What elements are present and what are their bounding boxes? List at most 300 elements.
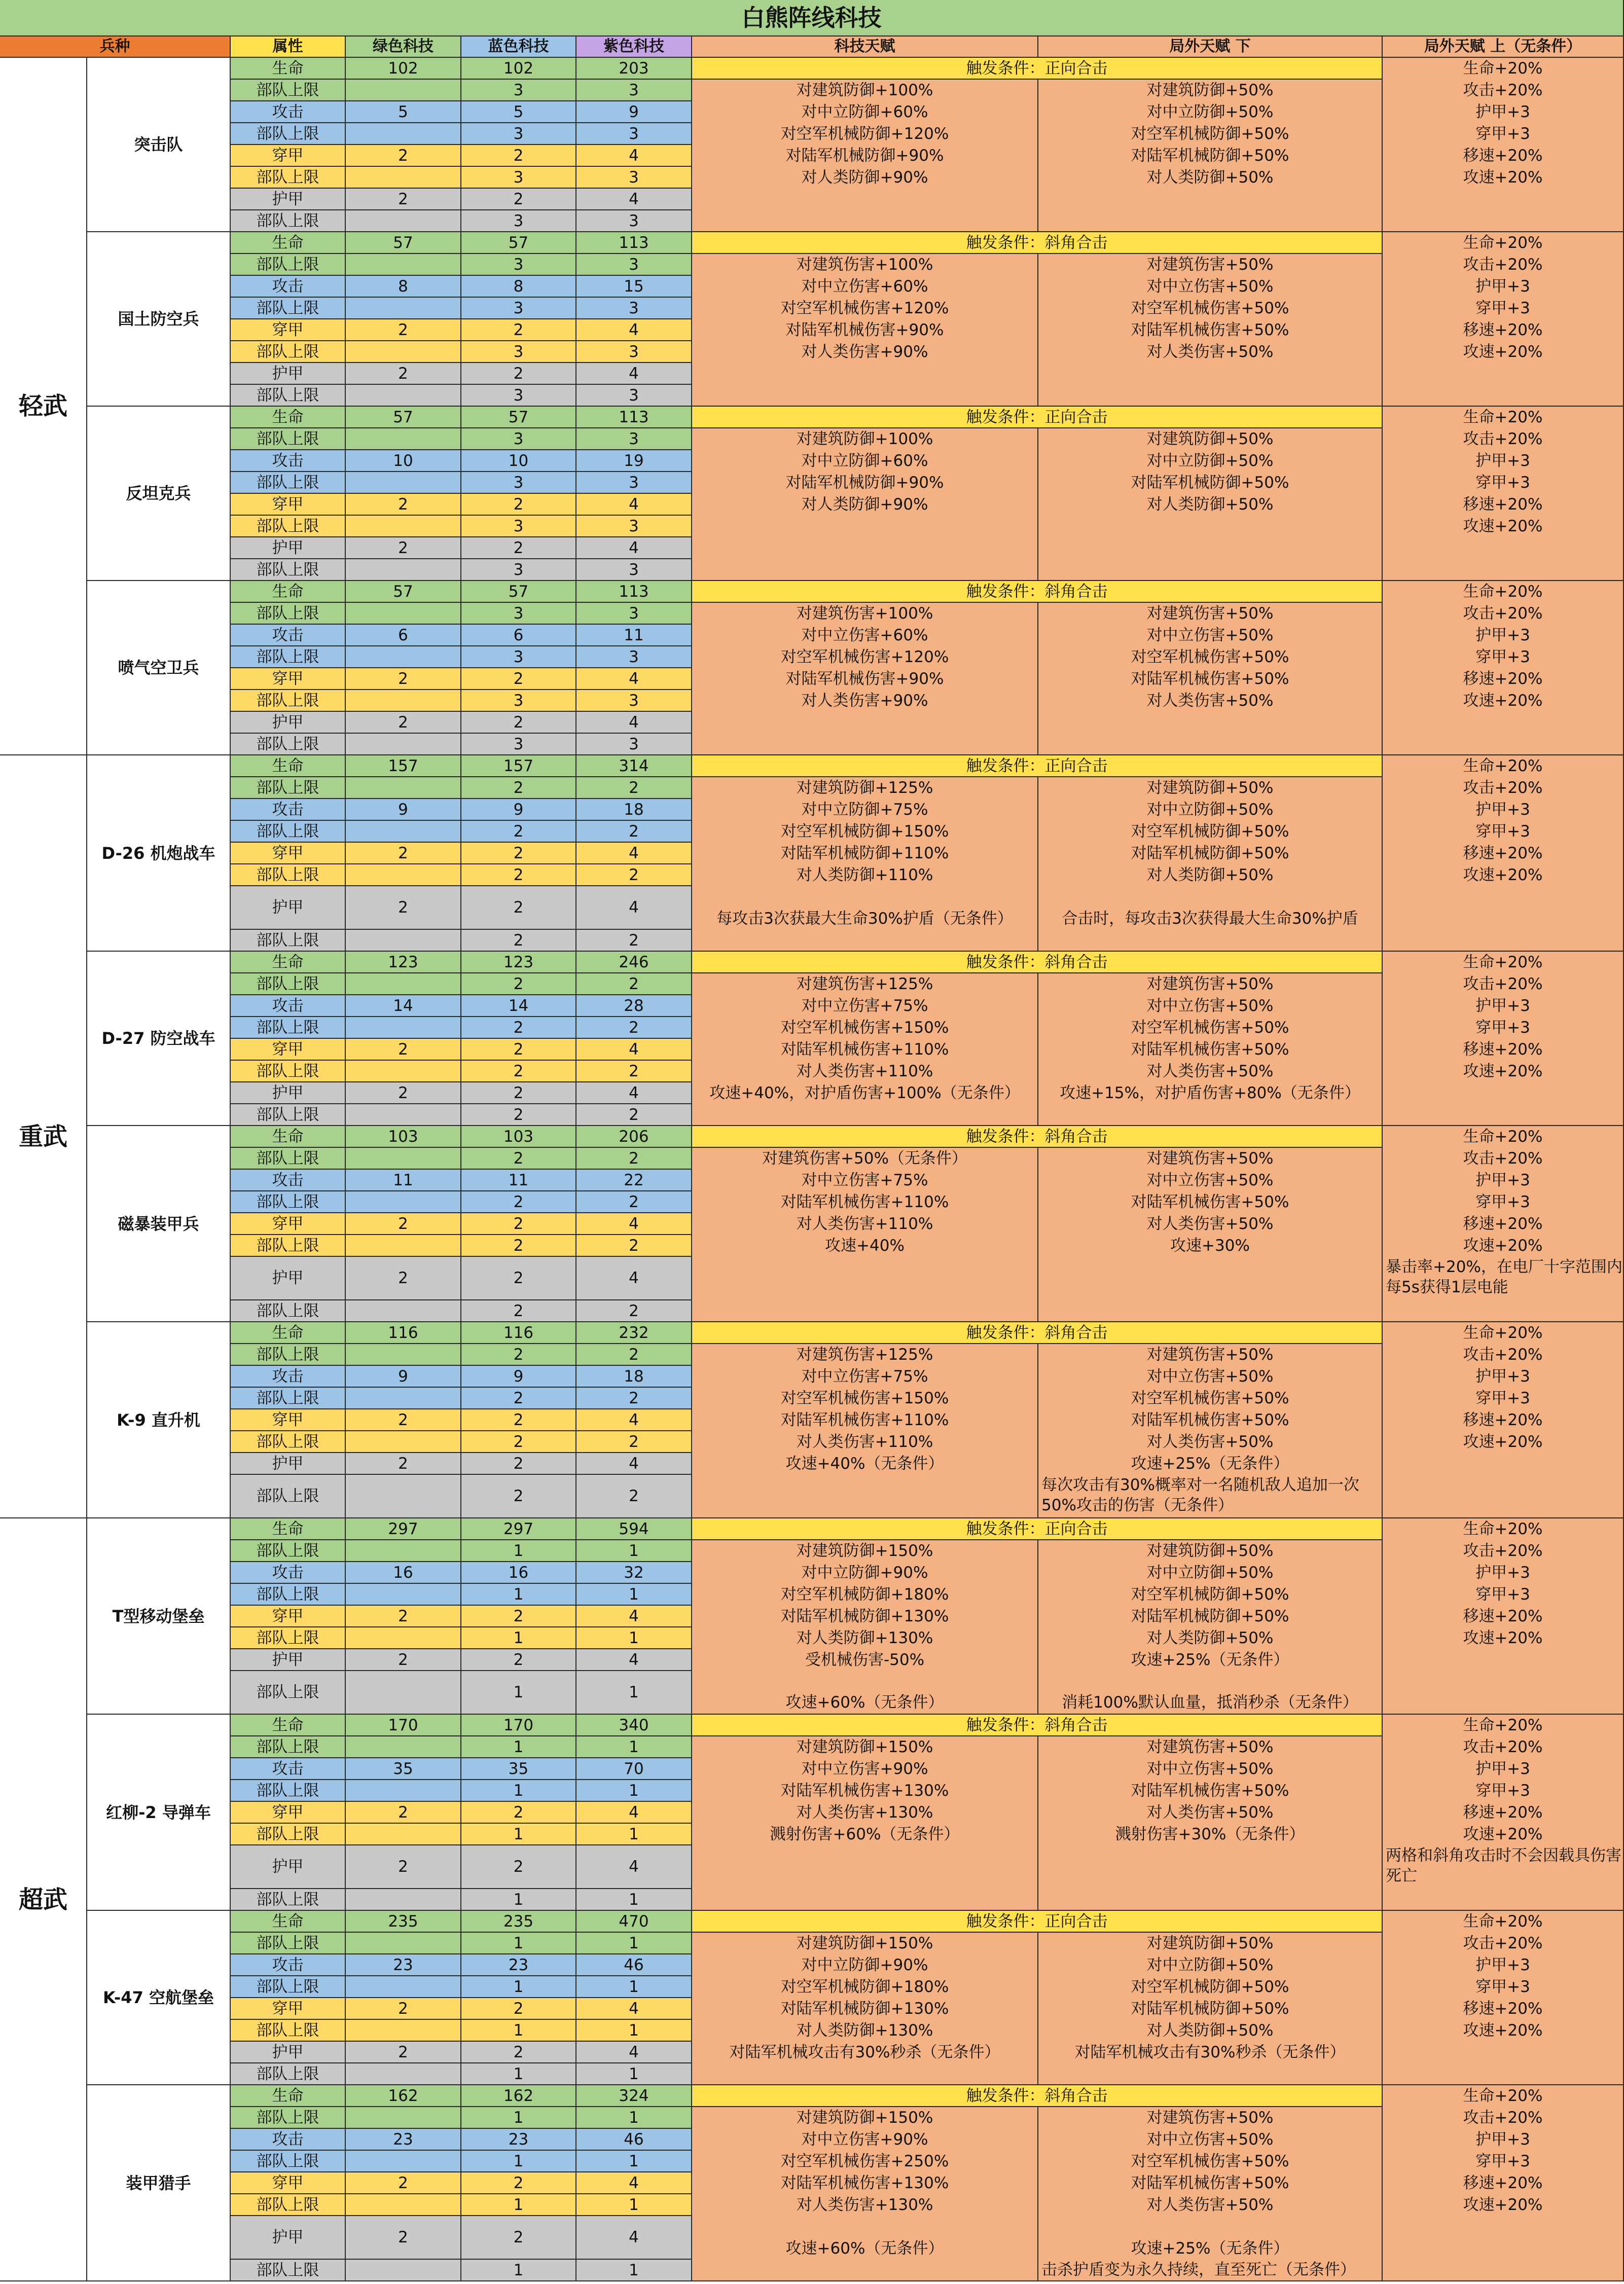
purple-tech-value: 2 bbox=[576, 864, 692, 886]
green-tech-value: 157 bbox=[346, 755, 461, 777]
green-tech-value: 23 bbox=[346, 1954, 461, 1976]
blue-tech-value: 3 bbox=[461, 646, 576, 668]
purple-tech-value: 2 bbox=[576, 1104, 692, 1126]
out-down-line: 对中立防御+50% bbox=[1146, 103, 1274, 121]
header-purple-tech: 紫色科技 bbox=[576, 37, 692, 58]
blue-tech-value: 3 bbox=[461, 734, 576, 755]
blue-tech-value: 1 bbox=[461, 1933, 576, 1954]
out-down-line: 对建筑伤害+50% bbox=[1146, 975, 1274, 993]
out-down-line: 溅射伤害+30%（无条件） bbox=[1115, 1825, 1305, 1843]
green-tech-value: 5 bbox=[346, 101, 461, 123]
out-up-line: 生命+20% bbox=[1463, 234, 1543, 252]
blue-tech-value: 1 bbox=[461, 1671, 576, 1715]
purple-tech-value: 9 bbox=[576, 101, 692, 123]
out-down-line: 对陆军机械防御+50% bbox=[1131, 147, 1289, 165]
out-up-line: 护甲+3 bbox=[1475, 103, 1530, 121]
talent-line: 对中立伤害+90% bbox=[801, 1760, 928, 1778]
unit-name: 磁暴装甲兵 bbox=[87, 1126, 231, 1322]
talent-list bbox=[692, 777, 1038, 952]
green-tech-value: 2 bbox=[346, 712, 461, 734]
stat-label: 部队上限 bbox=[231, 930, 346, 952]
talent-line: 溅射伤害+60%（无条件） bbox=[770, 1825, 960, 1843]
out-down-line: 对陆军机械防御+50% bbox=[1131, 2000, 1289, 2018]
out-up-line: 生命+20% bbox=[1463, 1324, 1543, 1342]
blue-tech-value: 2 bbox=[461, 886, 576, 930]
talent-line: 对人类伤害+130% bbox=[796, 1803, 933, 1822]
purple-tech-value: 1 bbox=[576, 2107, 692, 2129]
green-tech-value: 2 bbox=[346, 2042, 461, 2063]
blue-tech-value: 3 bbox=[461, 80, 576, 101]
stat-label: 护甲 bbox=[231, 2216, 346, 2260]
talent-line: 对空军机械伤害+250% bbox=[780, 2152, 949, 2170]
purple-tech-value: 340 bbox=[576, 1715, 692, 1736]
blue-tech-value: 2 bbox=[461, 319, 576, 341]
purple-tech-value: 3 bbox=[576, 341, 692, 363]
blue-tech-value: 23 bbox=[461, 1954, 576, 1976]
purple-tech-value: 4 bbox=[576, 2216, 692, 2260]
unit-name: 喷气空卫兵 bbox=[87, 581, 231, 755]
out-up-list bbox=[1383, 1126, 1624, 1322]
green-tech-value: 2 bbox=[346, 1453, 461, 1475]
stat-label: 攻击 bbox=[231, 995, 346, 1017]
stat-label: 攻击 bbox=[231, 625, 346, 646]
blue-tech-value: 2 bbox=[461, 1213, 576, 1235]
blue-tech-value: 235 bbox=[461, 1911, 576, 1933]
talent-line: 对建筑伤害+125% bbox=[796, 975, 933, 993]
out-up-line: 移速+20% bbox=[1463, 2174, 1543, 2192]
stat-label: 部队上限 bbox=[231, 1017, 346, 1039]
out-down-line: 对建筑防御+50% bbox=[1146, 779, 1274, 797]
stat-label: 部队上限 bbox=[231, 1388, 346, 1409]
talent-line: 对人类防御+110% bbox=[796, 866, 933, 884]
stat-label: 穿甲 bbox=[231, 1998, 346, 2020]
blue-tech-value: 1 bbox=[461, 2260, 576, 2281]
purple-tech-value: 2 bbox=[576, 930, 692, 952]
green-tech-value bbox=[346, 559, 461, 581]
out-down-line: 对空军机械伤害+50% bbox=[1131, 1389, 1289, 1407]
green-tech-value bbox=[346, 1671, 461, 1715]
purple-tech-value: 3 bbox=[576, 80, 692, 101]
out-down-line: 对中立伤害+50% bbox=[1146, 1171, 1274, 1189]
talent-line: 对中立伤害+60% bbox=[801, 277, 928, 296]
purple-tech-value: 4 bbox=[576, 1213, 692, 1235]
blue-tech-value: 1 bbox=[461, 1780, 576, 1802]
out-down-line bbox=[1038, 2216, 1382, 2238]
stat-label: 部队上限 bbox=[231, 2107, 346, 2129]
out-up-list bbox=[1383, 952, 1624, 1126]
out-up-line: 攻击+20% bbox=[1463, 2109, 1543, 2127]
green-tech-value bbox=[346, 1627, 461, 1649]
trigger-condition: 触发条件：正向合击 bbox=[692, 407, 1383, 428]
talent-line bbox=[692, 1671, 1037, 1692]
stat-label: 生命 bbox=[231, 581, 346, 603]
out-up-line: 攻速+20% bbox=[1463, 1629, 1543, 1647]
out-down-line: 攻速+25%（无条件） bbox=[1131, 2239, 1289, 2258]
green-tech-value: 2 bbox=[346, 319, 461, 341]
blue-tech-value: 11 bbox=[461, 1170, 576, 1191]
talent-line: 对陆军机械防御+90% bbox=[785, 147, 944, 165]
out-up-line: 穿甲+3 bbox=[1475, 822, 1530, 841]
talent-line: 对陆军机械攻击有30%秒杀（无条件） bbox=[729, 2043, 1000, 2061]
stat-label: 护甲 bbox=[231, 1082, 346, 1104]
purple-tech-value: 1 bbox=[576, 1780, 692, 1802]
stat-label: 部队上限 bbox=[231, 2260, 346, 2281]
talent-line: 攻速+60%（无条件） bbox=[785, 2239, 944, 2258]
blue-tech-value: 2 bbox=[461, 1388, 576, 1409]
blue-tech-value: 1 bbox=[461, 1976, 576, 1998]
out-up-line: 攻击+20% bbox=[1463, 1542, 1543, 1560]
stat-label: 部队上限 bbox=[231, 1976, 346, 1998]
out-down-list bbox=[1038, 603, 1383, 755]
stat-label: 攻击 bbox=[231, 1954, 346, 1976]
talent-line: 对建筑防御+150% bbox=[796, 1738, 933, 1756]
out-down-line: 对空军机械伤害+50% bbox=[1131, 648, 1289, 666]
talent-line: 对空军机械伤害+150% bbox=[780, 1019, 949, 1037]
blue-tech-value: 3 bbox=[461, 298, 576, 319]
out-down-line: 对空军机械防御+50% bbox=[1131, 1978, 1289, 1996]
green-tech-value bbox=[346, 690, 461, 712]
purple-tech-value: 4 bbox=[576, 886, 692, 930]
out-down-line: 对建筑伤害+50% bbox=[1146, 2109, 1274, 2127]
purple-tech-value: 2 bbox=[576, 1191, 692, 1213]
talent-line: 对空军机械伤害+120% bbox=[780, 299, 949, 317]
trigger-condition: 触发条件：斜角合击 bbox=[692, 1715, 1383, 1736]
green-tech-value bbox=[346, 1235, 461, 1257]
out-up-line: 移速+20% bbox=[1463, 321, 1543, 339]
stat-label: 部队上限 bbox=[231, 973, 346, 995]
talent-line: 对建筑伤害+100% bbox=[796, 604, 933, 623]
out-up-line: 移速+20% bbox=[1463, 495, 1543, 514]
trigger-condition: 触发条件：正向合击 bbox=[692, 1911, 1383, 1933]
stat-label: 生命 bbox=[231, 755, 346, 777]
stat-label: 部队上限 bbox=[231, 1148, 346, 1170]
trigger-condition: 触发条件：斜角合击 bbox=[692, 1126, 1383, 1148]
purple-tech-value: 203 bbox=[576, 58, 692, 80]
out-up-line: 穿甲+3 bbox=[1475, 125, 1530, 143]
green-tech-value: 2 bbox=[346, 1606, 461, 1627]
purple-tech-value: 4 bbox=[576, 1039, 692, 1061]
purple-tech-value: 4 bbox=[576, 712, 692, 734]
weapon-category: 重武 bbox=[0, 755, 87, 1518]
stat-label: 护甲 bbox=[231, 537, 346, 559]
out-up-list bbox=[1383, 1911, 1624, 2085]
stat-label: 穿甲 bbox=[231, 1039, 346, 1061]
blue-tech-value: 57 bbox=[461, 407, 576, 428]
stat-label: 护甲 bbox=[231, 2042, 346, 2063]
blue-tech-value: 2 bbox=[461, 2216, 576, 2260]
talent-line: 对人类伤害+90% bbox=[801, 692, 928, 710]
out-down-line: 对建筑伤害+50% bbox=[1146, 1149, 1274, 1168]
out-up-list bbox=[1383, 407, 1624, 581]
stat-label: 部队上限 bbox=[231, 646, 346, 668]
blue-tech-value: 1 bbox=[461, 2151, 576, 2172]
green-tech-value bbox=[346, 1736, 461, 1758]
out-up-line: 攻击+20% bbox=[1463, 779, 1543, 797]
out-down-list bbox=[1038, 80, 1383, 232]
blue-tech-value: 2 bbox=[461, 843, 576, 864]
out-up-line: 攻速+20% bbox=[1463, 2196, 1543, 2214]
purple-tech-value: 3 bbox=[576, 646, 692, 668]
purple-tech-value: 4 bbox=[576, 1409, 692, 1431]
talent-list bbox=[692, 2107, 1038, 2281]
blue-tech-value: 3 bbox=[461, 603, 576, 625]
talent-line: 对建筑防御+150% bbox=[796, 1934, 933, 1952]
stat-label: 部队上限 bbox=[231, 1584, 346, 1606]
purple-tech-value: 46 bbox=[576, 1954, 692, 1976]
green-tech-value bbox=[346, 254, 461, 276]
out-down-list bbox=[1038, 1736, 1383, 1911]
purple-tech-value: 2 bbox=[576, 1148, 692, 1170]
purple-tech-value: 3 bbox=[576, 690, 692, 712]
out-down-line: 对陆军机械伤害+50% bbox=[1131, 2174, 1289, 2192]
talent-line: 对陆军机械防御+130% bbox=[780, 1607, 949, 1625]
green-tech-value: 2 bbox=[346, 1802, 461, 1824]
purple-tech-value: 4 bbox=[576, 189, 692, 210]
blue-tech-value: 57 bbox=[461, 232, 576, 254]
purple-tech-value: 2 bbox=[576, 1017, 692, 1039]
out-up-line: 攻击+20% bbox=[1463, 975, 1543, 993]
purple-tech-value: 2 bbox=[576, 1475, 692, 1518]
talent-line: 对人类伤害+90% bbox=[801, 343, 928, 361]
talent-line: 对中立伤害+75% bbox=[801, 1367, 928, 1386]
unit-name: 红柳-2 导弹车 bbox=[87, 1715, 231, 1911]
green-tech-value bbox=[346, 734, 461, 755]
stat-label: 生命 bbox=[231, 2085, 346, 2107]
stat-label: 部队上限 bbox=[231, 1475, 346, 1518]
weapon-category: 超武 bbox=[0, 1518, 87, 2281]
blue-tech-value: 2 bbox=[461, 1300, 576, 1322]
stat-label: 攻击 bbox=[231, 1758, 346, 1780]
green-tech-value bbox=[346, 385, 461, 407]
purple-tech-value: 1 bbox=[576, 2063, 692, 2085]
header-green-tech: 绿色科技 bbox=[346, 37, 461, 58]
stat-label: 护甲 bbox=[231, 1845, 346, 1889]
stat-label: 护甲 bbox=[231, 712, 346, 734]
out-up-line: 穿甲+3 bbox=[1475, 474, 1530, 492]
talent-line: 对空军机械防御+150% bbox=[780, 822, 949, 841]
green-tech-value: 2 bbox=[346, 886, 461, 930]
talent-line: 对建筑防御+150% bbox=[796, 1542, 933, 1560]
purple-tech-value: 4 bbox=[576, 1082, 692, 1104]
out-down-line: 对中立防御+50% bbox=[1146, 452, 1274, 470]
header-talent: 科技天赋 bbox=[692, 37, 1038, 58]
talent-list bbox=[692, 1148, 1038, 1322]
green-tech-value bbox=[346, 2063, 461, 2085]
blue-tech-value: 3 bbox=[461, 254, 576, 276]
green-tech-value: 6 bbox=[346, 625, 461, 646]
stat-label: 穿甲 bbox=[231, 1606, 346, 1627]
trigger-condition: 触发条件：斜角合击 bbox=[692, 1322, 1383, 1344]
talent-line: 对人类防御+130% bbox=[796, 1629, 933, 1647]
blue-tech-value: 2 bbox=[461, 1104, 576, 1126]
blue-tech-value: 1 bbox=[461, 2063, 576, 2085]
blue-tech-value: 3 bbox=[461, 167, 576, 189]
purple-tech-value: 206 bbox=[576, 1126, 692, 1148]
blue-tech-value: 2 bbox=[461, 668, 576, 690]
purple-tech-value: 3 bbox=[576, 210, 692, 232]
green-tech-value: 2 bbox=[346, 1213, 461, 1235]
stat-label: 穿甲 bbox=[231, 843, 346, 864]
green-tech-value bbox=[346, 646, 461, 668]
stat-label: 生命 bbox=[231, 232, 346, 254]
talent-line: 对中立伤害+90% bbox=[801, 2130, 928, 2149]
talent-list bbox=[692, 1736, 1038, 1911]
purple-tech-value: 2 bbox=[576, 973, 692, 995]
out-up-line: 攻速+20% bbox=[1463, 866, 1543, 884]
blue-tech-value: 5 bbox=[461, 101, 576, 123]
header-attr: 属性 bbox=[231, 37, 346, 58]
green-tech-value bbox=[346, 472, 461, 494]
blue-tech-value: 297 bbox=[461, 1518, 576, 1540]
purple-tech-value: 4 bbox=[576, 1802, 692, 1824]
out-down-line: 对陆军机械伤害+50% bbox=[1131, 1040, 1289, 1059]
green-tech-value: 10 bbox=[346, 450, 461, 472]
green-tech-value: 123 bbox=[346, 952, 461, 973]
talent-line: 对人类防御+90% bbox=[801, 168, 928, 187]
purple-tech-value: 22 bbox=[576, 1170, 692, 1191]
talent-list bbox=[692, 428, 1038, 581]
green-tech-value bbox=[346, 1475, 461, 1518]
purple-tech-value: 1 bbox=[576, 2194, 692, 2216]
purple-tech-value: 3 bbox=[576, 254, 692, 276]
out-down-line: 对中立防御+50% bbox=[1146, 1956, 1274, 1974]
out-down-line: 对建筑防御+50% bbox=[1146, 1934, 1274, 1952]
green-tech-value: 2 bbox=[346, 363, 461, 385]
stat-label: 部队上限 bbox=[231, 1191, 346, 1213]
talent-line: 对陆军机械防御+110% bbox=[780, 844, 949, 862]
stat-label: 部队上限 bbox=[231, 516, 346, 537]
out-down-line: 对空军机械伤害+50% bbox=[1131, 2152, 1289, 2170]
trigger-condition: 触发条件：正向合击 bbox=[692, 58, 1383, 80]
green-tech-value bbox=[346, 2260, 461, 2281]
out-down-line: 对建筑伤害+50% bbox=[1146, 1346, 1274, 1364]
out-up-line: 生命+20% bbox=[1463, 1520, 1543, 1538]
out-down-line: 对人类伤害+50% bbox=[1146, 2196, 1274, 2214]
purple-tech-value: 2 bbox=[576, 1344, 692, 1366]
stat-label: 部队上限 bbox=[231, 1540, 346, 1562]
green-tech-value: 2 bbox=[346, 1998, 461, 2020]
blue-tech-value: 2 bbox=[461, 1017, 576, 1039]
out-up-line: 护甲+3 bbox=[1475, 452, 1530, 470]
stat-label: 穿甲 bbox=[231, 1213, 346, 1235]
talent-list bbox=[692, 80, 1038, 232]
talent-line: 对建筑防御+150% bbox=[796, 2109, 933, 2127]
out-down-line: 对人类伤害+50% bbox=[1146, 1215, 1274, 1233]
stat-label: 护甲 bbox=[231, 363, 346, 385]
blue-tech-value: 2 bbox=[461, 1039, 576, 1061]
stat-label: 部队上限 bbox=[231, 1627, 346, 1649]
out-up-line: 穿甲+3 bbox=[1475, 1019, 1530, 1037]
out-up-line: 穿甲+3 bbox=[1475, 648, 1530, 666]
out-down-line: 对陆军机械防御+50% bbox=[1131, 474, 1289, 492]
out-down-line: 攻速+15%，对护盾伤害+80%（无条件） bbox=[1060, 1084, 1360, 1102]
out-up-list bbox=[1383, 1322, 1624, 1518]
blue-tech-value: 2 bbox=[461, 930, 576, 952]
green-tech-value: 2 bbox=[346, 1082, 461, 1104]
out-down-line: 对建筑伤害+50% bbox=[1146, 256, 1274, 274]
sheet-title: 白熊阵线科技 bbox=[0, 0, 1624, 37]
talent-line: 对建筑伤害+100% bbox=[796, 256, 933, 274]
blue-tech-value: 1 bbox=[461, 2194, 576, 2216]
purple-tech-value: 4 bbox=[576, 1845, 692, 1889]
blue-tech-value: 2 bbox=[461, 821, 576, 843]
green-tech-value: 9 bbox=[346, 1366, 461, 1388]
blue-tech-value: 35 bbox=[461, 1758, 576, 1780]
purple-tech-value: 2 bbox=[576, 777, 692, 799]
out-down-line: 对陆军机械防御+50% bbox=[1131, 844, 1289, 862]
out-up-line: 攻击+20% bbox=[1463, 1346, 1543, 1364]
talent-line: 对建筑防御+100% bbox=[796, 81, 933, 99]
talent-list bbox=[692, 603, 1038, 755]
green-tech-value: 57 bbox=[346, 407, 461, 428]
out-up-line: 生命+20% bbox=[1463, 953, 1543, 971]
out-up-line: 护甲+3 bbox=[1475, 1956, 1530, 1974]
purple-tech-value: 18 bbox=[576, 799, 692, 821]
unit-name: 装甲猎手 bbox=[87, 2085, 231, 2281]
blue-tech-value: 2 bbox=[461, 1191, 576, 1213]
blue-tech-value: 3 bbox=[461, 210, 576, 232]
out-up-line: 穿甲+3 bbox=[1475, 299, 1530, 317]
blue-tech-value: 2 bbox=[461, 1431, 576, 1453]
stat-label: 部队上限 bbox=[231, 123, 346, 145]
green-tech-value bbox=[346, 2020, 461, 2042]
blue-tech-value: 3 bbox=[461, 341, 576, 363]
blue-tech-value: 2 bbox=[461, 1257, 576, 1300]
out-down-line: 对人类防御+50% bbox=[1146, 168, 1274, 187]
blue-tech-value: 2 bbox=[461, 2042, 576, 2063]
talent-list bbox=[692, 1540, 1038, 1715]
out-down-line: 合击时，每攻击3次获得最大生命30%护盾 bbox=[1062, 910, 1358, 928]
blue-tech-value: 2 bbox=[461, 1845, 576, 1889]
out-down-line: 对空军机械防御+50% bbox=[1131, 1585, 1289, 1604]
out-up-line: 移速+20% bbox=[1463, 1607, 1543, 1625]
purple-tech-value: 113 bbox=[576, 232, 692, 254]
green-tech-value bbox=[346, 1780, 461, 1802]
talent-line: 对人类防御+130% bbox=[796, 2021, 933, 2040]
green-tech-value: 57 bbox=[346, 232, 461, 254]
talent-line: 对陆军机械伤害+110% bbox=[780, 1040, 949, 1059]
out-down-line: 攻速+25%（无条件） bbox=[1131, 1651, 1289, 1669]
out-down-list bbox=[1038, 1148, 1383, 1322]
blue-tech-value: 2 bbox=[461, 973, 576, 995]
out-down-line: 对人类伤害+50% bbox=[1146, 692, 1274, 710]
green-tech-value: 35 bbox=[346, 1758, 461, 1780]
green-tech-value: 2 bbox=[346, 2216, 461, 2260]
green-tech-value bbox=[346, 167, 461, 189]
trigger-condition: 触发条件：斜角合击 bbox=[692, 952, 1383, 973]
out-up-line: 护甲+3 bbox=[1475, 1367, 1530, 1386]
purple-tech-value: 232 bbox=[576, 1322, 692, 1344]
stat-label: 穿甲 bbox=[231, 2172, 346, 2194]
stat-label: 部队上限 bbox=[231, 1736, 346, 1758]
talent-line: 受机械伤害-50% bbox=[805, 1651, 925, 1669]
purple-tech-value: 3 bbox=[576, 516, 692, 537]
green-tech-value bbox=[346, 2107, 461, 2129]
header-unit: 兵种 bbox=[0, 37, 231, 58]
green-tech-value bbox=[346, 341, 461, 363]
out-down-line: 对建筑防御+50% bbox=[1146, 430, 1274, 448]
talent-line: 对中立伤害+75% bbox=[801, 997, 928, 1015]
talent-line: 对建筑防御+125% bbox=[796, 779, 933, 797]
out-up-list bbox=[1383, 1518, 1624, 1715]
out-up-line: 攻击+20% bbox=[1463, 1149, 1543, 1168]
stat-label: 生命 bbox=[231, 1322, 346, 1344]
purple-tech-value: 1 bbox=[576, 1824, 692, 1845]
out-up-note: 暴击率+20%，在电厂十字范围内每5s获得1层电能 bbox=[1386, 1258, 1622, 1296]
green-tech-value: 2 bbox=[346, 1409, 461, 1431]
stat-label: 部队上限 bbox=[231, 690, 346, 712]
out-up-list bbox=[1383, 755, 1624, 952]
